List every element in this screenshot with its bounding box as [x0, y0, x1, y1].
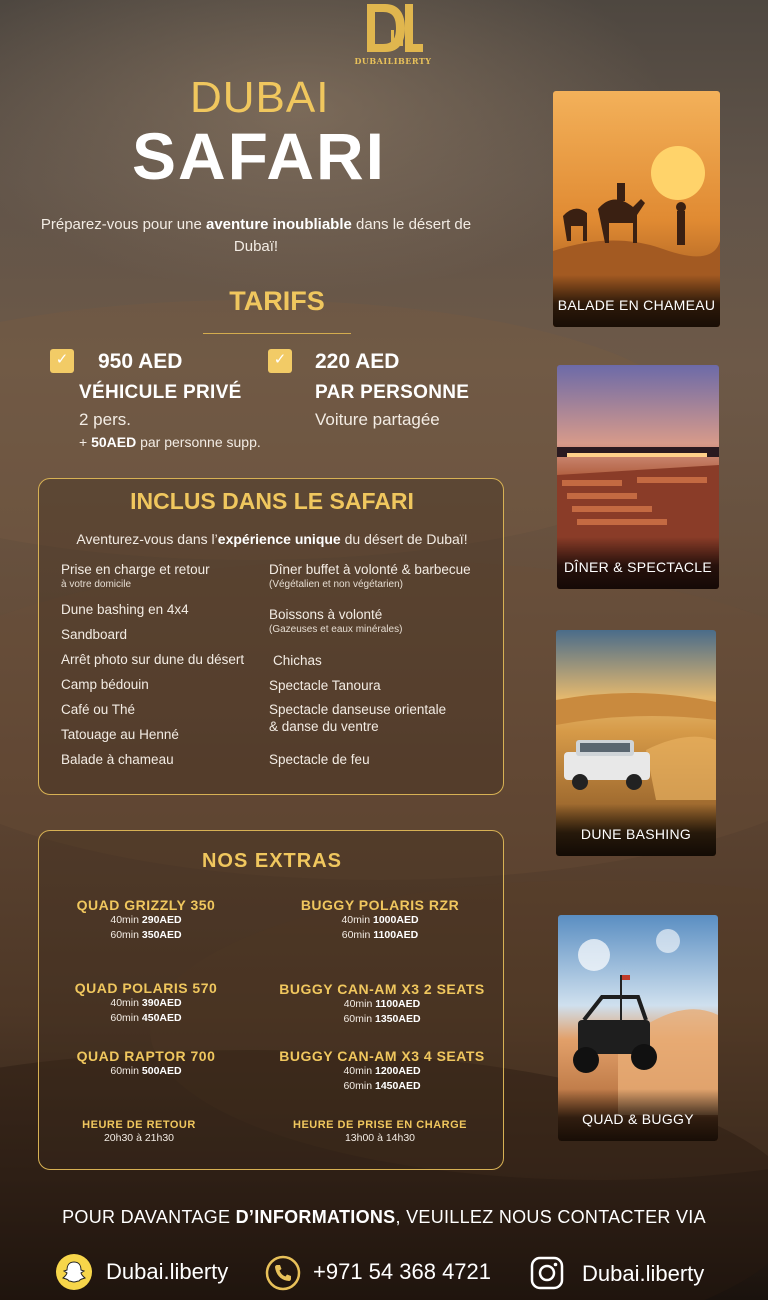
extra-item — [272, 1048, 492, 1094]
card-label-text: DUNE BASHING — [580, 826, 692, 842]
card-label — [557, 537, 719, 589]
included-item-note: (Végétalien et non végétarien) — [269, 579, 403, 590]
included-item: Balade à chameau — [61, 752, 174, 767]
check-icon: ✓ — [50, 349, 74, 373]
included-item — [269, 701, 446, 735]
extra-price-line: 40min 1000AED — [341, 914, 419, 926]
return-time-value: 20h30 à 21h30 — [103, 1132, 175, 1144]
included-item: Dune bashing en 4x4 — [61, 602, 189, 617]
card-label — [553, 275, 720, 327]
intro-bold: aventure inoubliable — [205, 216, 352, 233]
extra-name: QUAD POLARIS 570 — [74, 980, 218, 996]
private-extra-price: 50AED — [91, 434, 137, 450]
extra-item — [52, 897, 240, 943]
logo-icon — [361, 0, 425, 56]
intro-text — [40, 214, 472, 258]
included-item: Café ou Thé — [61, 702, 136, 717]
extra-price-line: 60min 500AED — [110, 1065, 182, 1077]
intro-part2: dans le désert de Dubaï! — [233, 216, 472, 255]
contact-text-part1: POUR DAVANTAGE — [62, 1207, 236, 1227]
extra-name: BUGGY CAN-AM X3 4 SEATS — [279, 1048, 485, 1064]
gallery-card-dinner — [557, 365, 719, 589]
shared-price: 220 AED — [315, 350, 400, 373]
contact-text — [0, 1207, 768, 1228]
extra-price-line: 40min 390AED — [110, 997, 182, 1009]
extra-item — [272, 981, 492, 1027]
included-item — [269, 606, 402, 636]
included-title: INCLUS DANS LE SAFARI — [130, 488, 414, 514]
snapchat-handle[interactable]: Dubai.liberty — [106, 1259, 229, 1284]
private-name: VÉHICULE PRIVÉ — [79, 382, 242, 403]
logo-caption: DUBAILIBERTY — [354, 56, 432, 66]
title-dubai: DUBAI — [190, 73, 330, 122]
included-intro-part2: du désert de Dubaï! — [340, 531, 468, 547]
extra-item — [52, 980, 240, 1026]
included-intro — [40, 531, 504, 547]
included-item-label: Spectacle danseuse orientale — [269, 702, 447, 717]
included-item: Camp bédouin — [61, 677, 149, 692]
shared-description: Voiture partagée — [315, 410, 440, 429]
card-label-text: BALADE EN CHAMEAU — [557, 297, 716, 313]
extra-price-line: 60min 1450AED — [343, 1080, 421, 1092]
intro-part1: Préparez-vous pour une — [40, 216, 206, 233]
private-capacity: 2 pers. — [79, 410, 131, 429]
included-item: Arrêt photo sur dune du désert — [61, 652, 245, 667]
extra-price-line: 60min 1100AED — [341, 929, 419, 941]
return-time-label: HEURE DE RETOUR — [82, 1119, 196, 1131]
instagram-icon[interactable] — [530, 1256, 564, 1290]
pickup-time — [282, 1119, 478, 1146]
included-item-label-line2: & danse du ventre — [269, 719, 379, 734]
extra-price-line: 40min 1200AED — [343, 1065, 421, 1077]
extra-price-line: 60min 450AED — [110, 1012, 182, 1024]
included-item: Tatouage au Henné — [61, 727, 179, 742]
tarifs-title: TARIFS — [229, 286, 325, 316]
included-item: Chichas — [273, 653, 322, 668]
private-extra — [79, 434, 261, 450]
title-safari: SAFARI — [132, 119, 387, 193]
extra-price-line: 40min 1100AED — [343, 998, 421, 1010]
included-item: Spectacle de feu — [269, 752, 370, 767]
card-label — [556, 804, 716, 856]
included-item-label: Boissons à volonté — [269, 607, 383, 622]
included-intro-bold: expérience unique — [217, 531, 341, 547]
included-item-label: Prise en charge et retour — [61, 562, 210, 577]
gallery-card-camel — [553, 91, 720, 327]
contact-text-part2: , VEUILLEZ NOUS CONTACTER VIA — [395, 1207, 706, 1227]
private-extra-prefix: + — [79, 434, 92, 450]
extra-price-line: 60min 1350AED — [343, 1013, 421, 1025]
extra-item — [282, 897, 478, 943]
extra-item — [52, 1048, 240, 1079]
instagram-handle[interactable]: Dubai.liberty — [582, 1261, 705, 1286]
check-icon: ✓ — [268, 349, 292, 373]
card-label — [558, 1089, 718, 1141]
included-item: Sandboard — [61, 627, 128, 642]
brand-logo — [353, 0, 433, 70]
included-item: Spectacle Tanoura — [269, 678, 381, 693]
gallery-card-dune-bashing — [556, 630, 716, 856]
snapchat-icon[interactable] — [56, 1254, 92, 1290]
included-item — [269, 561, 471, 591]
private-extra-suffix: par personne supp. — [136, 434, 261, 450]
included-item-label: Dîner buffet à volonté & barbecue — [269, 562, 471, 577]
contact-text-bold: D’INFORMATIONS — [235, 1207, 396, 1227]
extra-name: BUGGY CAN-AM X3 2 SEATS — [279, 981, 485, 997]
tarifs-divider — [203, 333, 351, 334]
card-label-text: QUAD & BUGGY — [582, 1111, 694, 1127]
extra-name: BUGGY POLARIS RZR — [300, 897, 460, 913]
card-label-text: DÎNER & SPECTACLE — [564, 559, 712, 575]
phone-icon[interactable] — [265, 1255, 301, 1291]
included-item-note: à votre domicile — [61, 579, 132, 590]
phone-number[interactable]: +971 54 368 4721 — [313, 1259, 492, 1284]
extra-name: QUAD RAPTOR 700 — [76, 1048, 216, 1064]
extras-title: NOS EXTRAS — [201, 850, 343, 872]
private-price: 950 AED — [98, 350, 183, 373]
included-item-note: (Gazeuses et eaux minérales) — [269, 624, 403, 635]
extra-name: QUAD GRIZZLY 350 — [76, 897, 216, 913]
pickup-time-label: HEURE DE PRISE EN CHARGE — [293, 1119, 467, 1131]
pickup-time-value: 13h00 à 14h30 — [344, 1132, 416, 1144]
extra-price-line: 60min 350AED — [110, 929, 182, 941]
included-item — [61, 561, 210, 591]
included-intro-part1: Aventurez-vous dans l’ — [76, 531, 218, 547]
shared-name: PAR PERSONNE — [315, 382, 470, 403]
gallery-card-quad-buggy — [558, 915, 718, 1141]
return-time — [62, 1119, 216, 1146]
extra-price-line: 40min 290AED — [110, 914, 182, 926]
